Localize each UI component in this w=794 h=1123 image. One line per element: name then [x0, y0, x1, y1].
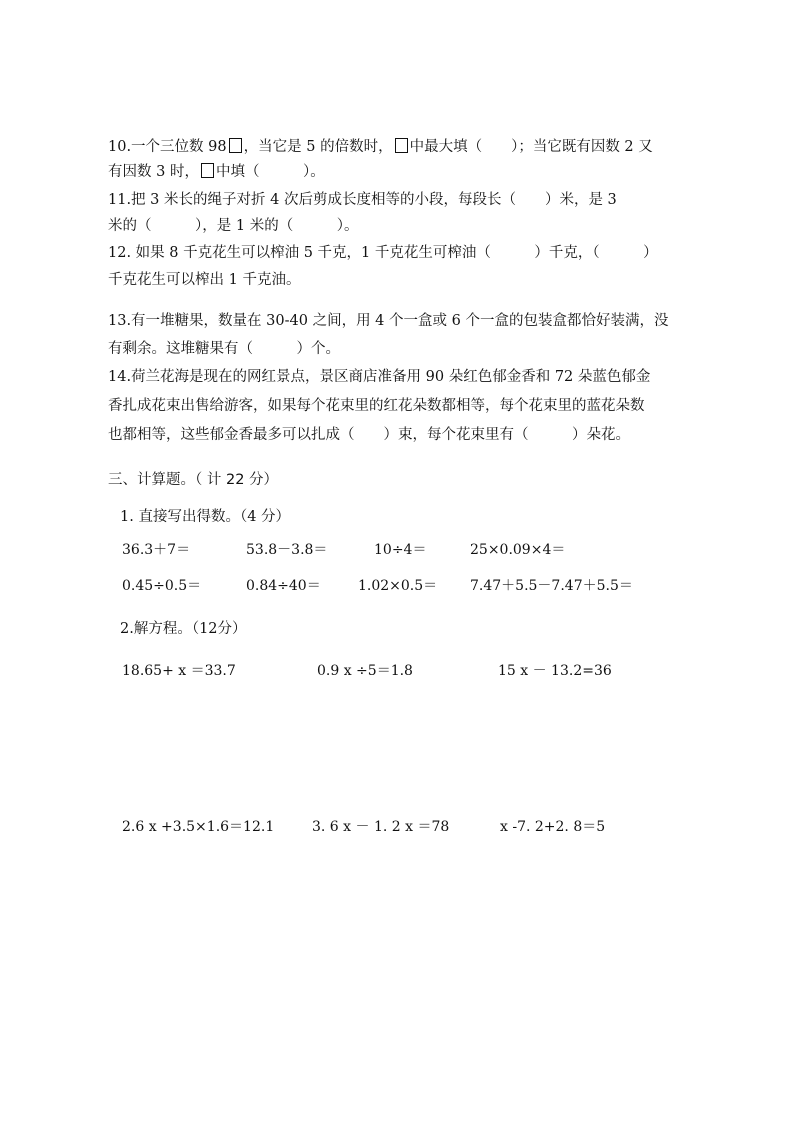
- calc-item: 0.45÷0.5＝: [122, 578, 202, 594]
- q10-text-e: 中填（ ）。: [215, 164, 325, 180]
- q10-text-b: ，当它是 5 的倍数时，: [243, 139, 393, 155]
- q11-line-1: 11.把 3 米长的绳子对折 4 次后剪成长度相等的小段，每段长（ ）米，是 3: [108, 192, 617, 208]
- calc-item: 36.3＋7＝: [122, 542, 191, 558]
- calc-item: 7.47＋5.5－7.47＋5.5＝: [470, 578, 633, 594]
- equation-item: 15 x － 13.2=36: [498, 663, 612, 679]
- section-3-title: 三、计算题。（ 计 22 分）: [108, 472, 279, 488]
- q10-line-1: [108, 137, 653, 157]
- q10-text-d: 有因数 3 时，: [108, 164, 199, 180]
- calc-item: 1.02×0.5＝: [358, 578, 438, 594]
- q11-line-2: 米的（ ），是 1 米的（ ）。: [108, 218, 359, 234]
- calc-item: 0.84÷40＝: [246, 578, 321, 594]
- equation-item: x -7. 2+2. 8＝5: [500, 819, 606, 835]
- part-2-title: 2.解方程。（12分）: [120, 621, 247, 637]
- q14-line-1: 14.荷兰花海是现在的网红景点，景区商店准备用 90 朵红色郁金香和 72 朵蓝色郁金: [108, 369, 651, 385]
- q10-text-c: 中最大填（ ）；当它既有因数 2 又: [409, 139, 653, 155]
- q13-line-2: 有剩余。这堆糖果有（ ）个。: [108, 341, 340, 357]
- answer-box-icon: [201, 163, 214, 178]
- equation-item: 2.6 x +3.5×1.6＝12.1: [122, 819, 275, 835]
- q13-line-1: 13.有一堆糖果，数量在 30-40 之间，用 4 个一盒或 6 个一盒的包装盒都恰好装满，没: [108, 313, 669, 329]
- q12-line-1: 12. 如果 8 千克花生可以榨油 5 千克，1 千克花生可榨油（ ）千克，（ ）: [108, 245, 658, 261]
- q10-text-a: 10.一个三位数 98: [108, 139, 227, 155]
- equation-item: 3. 6 x － 1. 2 x ＝78: [312, 819, 450, 835]
- equation-item: 18.65+ x ＝33.7: [122, 663, 236, 679]
- answer-box-icon: [229, 138, 242, 153]
- calc-item: 53.8－3.8＝: [246, 542, 328, 558]
- calc-item: 10÷4＝: [374, 542, 427, 558]
- calc-item: 25×0.09×4＝: [470, 542, 566, 558]
- q14-line-3: 也都相等，这些郁金香最多可以扎成（ ）束，每个花束里有（ ）朵花。: [108, 427, 630, 443]
- q12-line-2: 千克花生可以榨出 1 千克油。: [108, 272, 301, 288]
- equation-item: 0.9 x ÷5＝1.8: [317, 663, 413, 679]
- q10-line-2: [108, 162, 325, 182]
- q14-line-2: 香扎成花束出售给游客，如果每个花束里的红花朵数都相等，每个花束里的蓝花朵数: [108, 398, 645, 414]
- part-1-title: 1. 直接写出得数。（4 分）: [120, 509, 291, 525]
- answer-box-icon: [395, 138, 408, 153]
